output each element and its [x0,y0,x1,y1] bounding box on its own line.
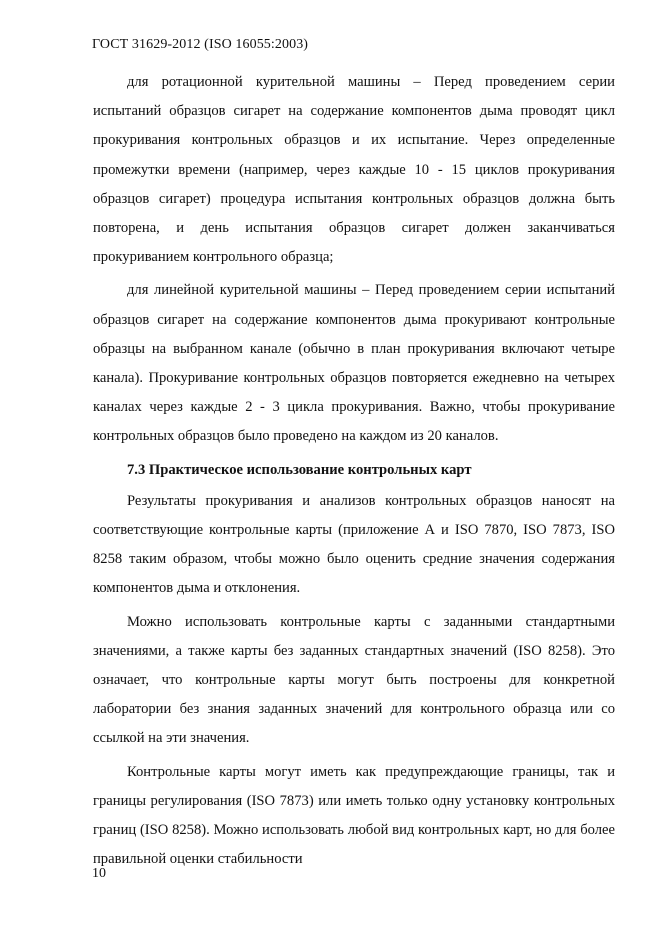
paragraph-results: Результаты прокуривания и анализов контрольных образцов наносят на соответствующие контрольные карты (приложение А и ISO 7870, ISO 7873, ISO 8258 таким образом, чтобы можно было оценить средние значения содержания компонентов дыма и отклонения. [93,492,615,597]
paragraph-rotary-machine: для ротационной курительной машины – Перед проведением серии испытаний образцов сигарет на содержание компонентов дыма проводят цикл прокуривания контрольных образцов и их испытание. Через определенные промежутки времени (например, через каждые 10 - 15 циклов прокуривания образцов сигарет) процедура испытания контрольных образцов должна быть повторена, и день испытания образцов сигарет должен заканчиваться прокуриванием контрольного образца; [93,74,615,266]
document-body [93,68,615,878]
section-heading: 7.3 Практическое использование контрольных карт [127,461,472,478]
standard-header: ГОСТ 31629-2012 (ISO 16055:2003) [92,37,309,52]
paragraph-linear-machine: для линейной курительной машины – Перед проведением серии испытаний образцов сигарет на содержание компонентов дыма прокуривают контрольные образцы на выбранном канале (обычно в план прокуривания включают четыре канала). Прокуривание контрольных образцов повторяется ежедневно на четырех каналах через каждые 2 - 3 цикла прокуривания. Важно, чтобы прокуривание контрольных образцов было проведено на каждом из 20 каналов. [93,282,615,445]
paragraph-standard-values: Можно использовать контрольные карты с заданными стандартными значениями, а также карты без заданных стандартных значений (ISO 8258). Это означает, что контрольные карты могут быть построены для конкретной лаборатории без знания заданных значений для контрольного образца или со ссылкой на эти значения. [93,613,615,747]
paragraph-control-limits: Контрольные карты могут иметь как предупреждающие границы, так и границы регулирования (ISO 7873) или иметь только одну установку контрольных границ (ISO 8258). Можно использовать любой вид контрольных карт, но для более правильной оценки стабильности [93,763,615,868]
page-number: 10 [92,866,106,881]
